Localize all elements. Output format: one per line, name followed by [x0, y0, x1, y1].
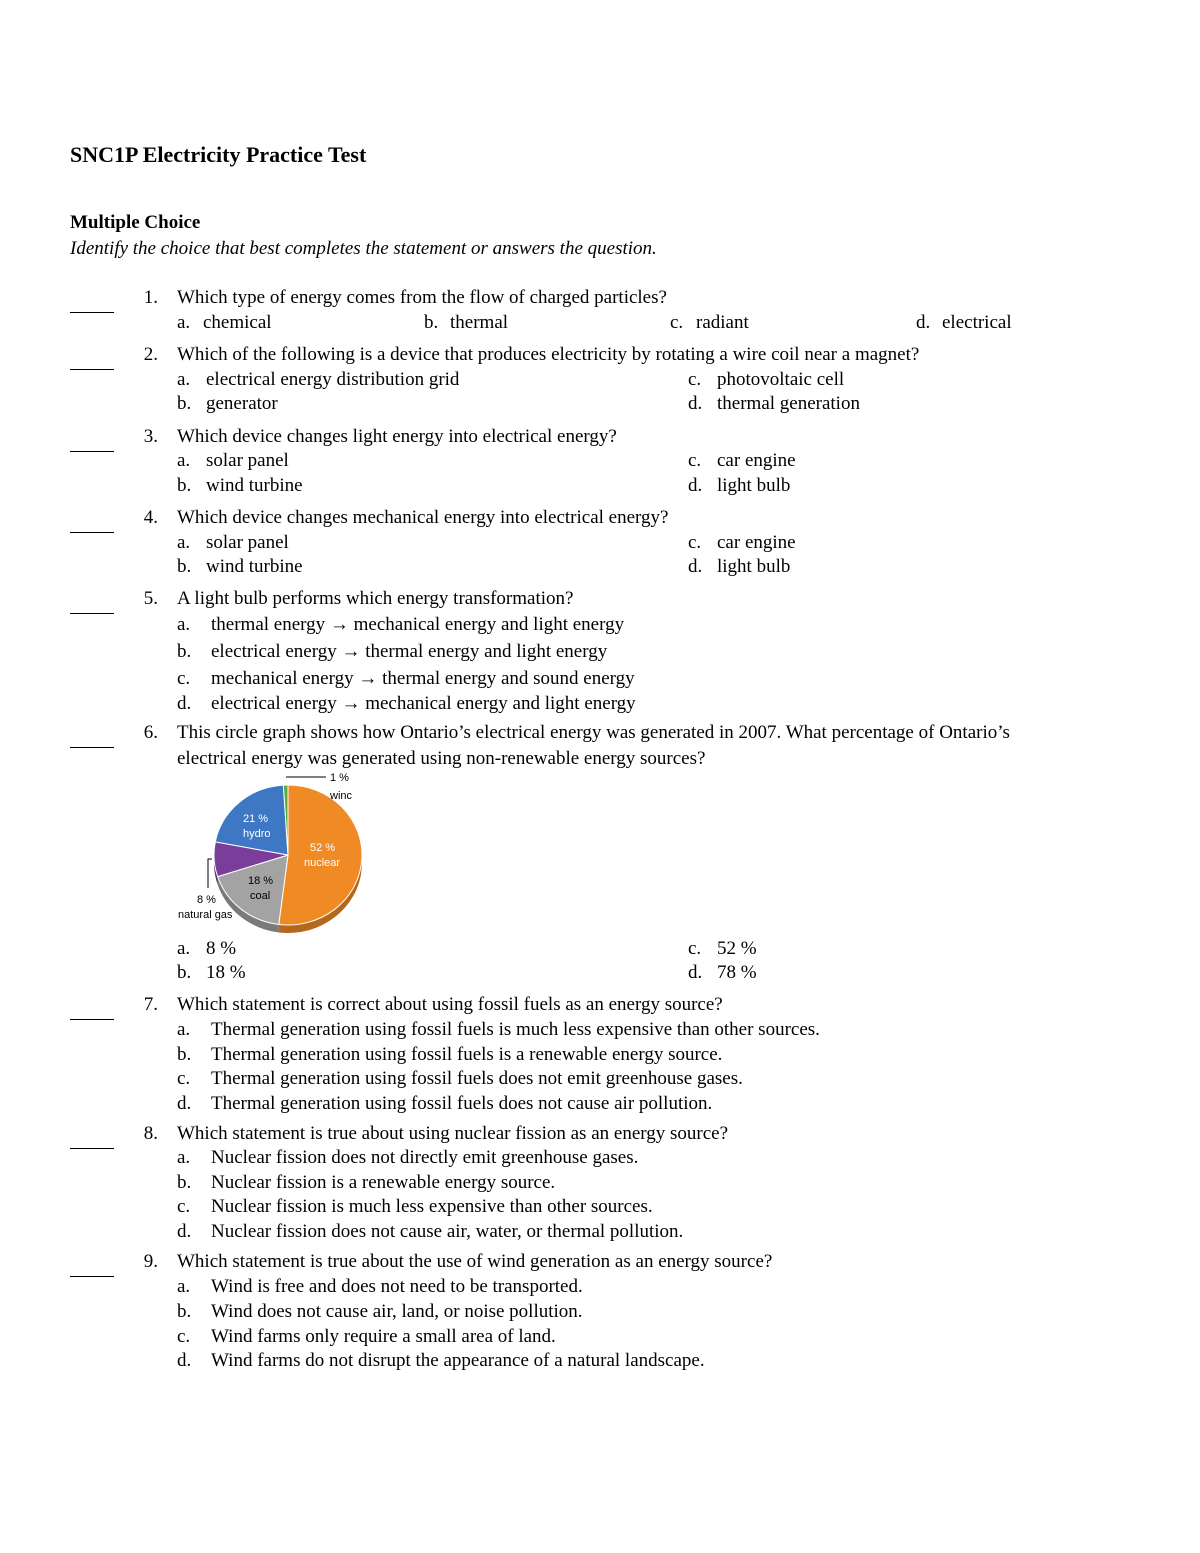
- option-letter: c.: [688, 938, 702, 959]
- gas-name-label: natural gas: [178, 909, 233, 921]
- option-text: generator: [206, 393, 278, 414]
- question-text-continued: electrical energy was generated using non-renewable energy sources?: [177, 748, 706, 769]
- option-text: Wind farms do not disrupt the appearance of a natural landscape.: [211, 1350, 705, 1371]
- option-letter: d.: [688, 393, 703, 414]
- option-text: chemical: [203, 312, 272, 333]
- question-text: Which statement is true about using nuclear fission as an energy source?: [177, 1123, 729, 1144]
- gas-leader-line: [208, 859, 212, 888]
- answer-blank[interactable]: [70, 1275, 114, 1277]
- question-number: 1.: [143, 287, 158, 308]
- option-text: light bulb: [717, 475, 791, 496]
- question-number: 4.: [143, 507, 158, 528]
- option-letter: a.: [177, 312, 191, 333]
- answer-blank[interactable]: [70, 450, 114, 452]
- option-text: solar panel: [206, 532, 289, 553]
- option-text: Thermal generation using fossil fuels does not emit greenhouse gases.: [211, 1068, 743, 1089]
- option-text: Thermal generation using fossil fuels does not cause air pollution.: [211, 1093, 713, 1114]
- answer-blank[interactable]: [70, 746, 114, 748]
- option-letter: a.: [177, 1276, 191, 1297]
- question-number: 6.: [143, 722, 158, 743]
- option-letter: c.: [670, 312, 684, 333]
- option-letter: a.: [177, 1147, 191, 1168]
- option-letter: d.: [688, 556, 703, 577]
- option-letter: b.: [424, 312, 439, 333]
- option-text: Wind farms only require a small area of land.: [211, 1326, 556, 1347]
- question-text: Which statement is correct about using fossil fuels as an energy source?: [177, 994, 723, 1015]
- answer-blank[interactable]: [70, 612, 114, 614]
- option-text: 8 %: [206, 938, 237, 959]
- option-text: wind turbine: [206, 475, 303, 496]
- option-letter: c.: [688, 369, 702, 390]
- coal-percent-label: 18 %: [248, 875, 274, 887]
- option-letter: b.: [177, 393, 192, 414]
- option-letter: d.: [688, 475, 703, 496]
- wind-name-label: winc: [330, 790, 353, 802]
- question-number: 5.: [143, 588, 158, 609]
- gas-percent-label: 8 %: [197, 894, 216, 906]
- question-number: 9.: [143, 1251, 158, 1272]
- option-letter: a.: [177, 450, 191, 471]
- option-text: car engine: [717, 450, 796, 471]
- option-text: electrical energy distribution grid: [206, 369, 460, 390]
- option-letter: b.: [177, 556, 192, 577]
- option-letter: c.: [177, 668, 191, 689]
- option-letter: d.: [177, 1350, 192, 1371]
- hydro-percent-label: 21 %: [243, 813, 269, 825]
- option-text: photovoltaic cell: [717, 369, 845, 390]
- answer-blank[interactable]: [70, 368, 114, 370]
- option-text: Wind does not cause air, land, or noise pollution.: [211, 1301, 583, 1322]
- option-letter: a.: [177, 614, 191, 635]
- page-title: SNC1P Electricity Practice Test: [70, 142, 367, 167]
- option-text: thermal: [450, 312, 509, 333]
- option-letter: d.: [177, 1093, 192, 1114]
- option-text: Nuclear fission is much less expensive than other sources.: [211, 1196, 653, 1217]
- option-text: radiant: [696, 312, 749, 333]
- option-letter: b.: [177, 475, 192, 496]
- option-letter: b.: [177, 962, 192, 983]
- coal-name-label: coal: [250, 890, 271, 902]
- answer-blank[interactable]: [70, 1018, 114, 1020]
- option-letter: d.: [177, 693, 192, 714]
- option-letter: b.: [177, 641, 192, 662]
- question-number: 8.: [143, 1123, 158, 1144]
- option-text: electrical energy → thermal energy and light energy: [211, 641, 608, 662]
- option-text: Nuclear fission does not cause air, water, or thermal pollution.: [211, 1221, 684, 1242]
- option-letter: b.: [177, 1301, 192, 1322]
- option-letter: c.: [177, 1196, 191, 1217]
- option-letter: d.: [688, 962, 703, 983]
- option-letter: c.: [688, 532, 702, 553]
- option-text: Thermal generation using fossil fuels is much less expensive than other sources.: [211, 1019, 820, 1040]
- option-letter: b.: [177, 1044, 192, 1065]
- option-letter: a.: [177, 369, 191, 390]
- question-text: Which type of energy comes from the flow of charged particles?: [177, 287, 667, 308]
- option-letter: a.: [177, 532, 191, 553]
- option-text: 78 %: [717, 962, 757, 983]
- option-letter: d.: [177, 1221, 192, 1242]
- energy-pie-chart: [160, 770, 390, 940]
- option-letter: a.: [177, 1019, 191, 1040]
- nuclear-name-label: nuclear: [304, 857, 341, 869]
- question-text: Which of the following is a device that produces electricity by rotating a wire coil near a magnet?: [177, 344, 920, 365]
- option-letter: b.: [177, 1172, 192, 1193]
- question-text: This circle graph shows how Ontario’s electrical energy was generated in 2007. What percentage of Ontario’s: [177, 722, 1010, 743]
- answer-blank[interactable]: [70, 311, 114, 313]
- question-number: 2.: [143, 344, 158, 365]
- option-letter: a.: [177, 938, 191, 959]
- option-letter: d.: [916, 312, 931, 333]
- option-text: Thermal generation using fossil fuels is a renewable energy source.: [211, 1044, 723, 1065]
- question-number: 7.: [143, 994, 158, 1015]
- question-text: Which device changes light energy into electrical energy?: [177, 426, 617, 447]
- question-text: Which statement is true about the use of wind generation as an energy source?: [177, 1251, 773, 1272]
- question-text: Which device changes mechanical energy into electrical energy?: [177, 507, 669, 528]
- option-text: mechanical energy → thermal energy and sound energy: [211, 668, 635, 689]
- section-heading: Multiple Choice: [70, 212, 201, 233]
- instructions: Identify the choice that best completes the statement or answers the question.: [70, 238, 657, 259]
- answer-blank[interactable]: [70, 1147, 114, 1149]
- option-text: wind turbine: [206, 556, 303, 577]
- hydro-name-label: hydro: [243, 828, 271, 840]
- question-text: A light bulb performs which energy transformation?: [177, 588, 574, 609]
- option-text: thermal generation: [717, 393, 860, 414]
- option-text: thermal energy → mechanical energy and light energy: [211, 614, 625, 635]
- pie-slice-nuclear: [279, 785, 362, 925]
- option-text: 52 %: [717, 938, 757, 959]
- wind-percent-label: 1 %: [330, 772, 349, 784]
- option-text: Nuclear fission is a renewable energy source.: [211, 1172, 556, 1193]
- option-text: light bulb: [717, 556, 791, 577]
- option-text: 18 %: [206, 962, 246, 983]
- option-letter: c.: [688, 450, 702, 471]
- option-letter: c.: [177, 1326, 191, 1347]
- option-text: electrical energy → mechanical energy and light energy: [211, 693, 636, 714]
- option-text: Wind is free and does not need to be transported.: [211, 1276, 583, 1297]
- option-text: electrical: [942, 312, 1012, 333]
- question-number: 3.: [143, 426, 158, 447]
- answer-blank[interactable]: [70, 531, 114, 533]
- option-text: solar panel: [206, 450, 289, 471]
- option-letter: c.: [177, 1068, 191, 1089]
- option-text: car engine: [717, 532, 796, 553]
- nuclear-percent-label: 52 %: [310, 842, 336, 854]
- option-text: Nuclear fission does not directly emit greenhouse gases.: [211, 1147, 639, 1168]
